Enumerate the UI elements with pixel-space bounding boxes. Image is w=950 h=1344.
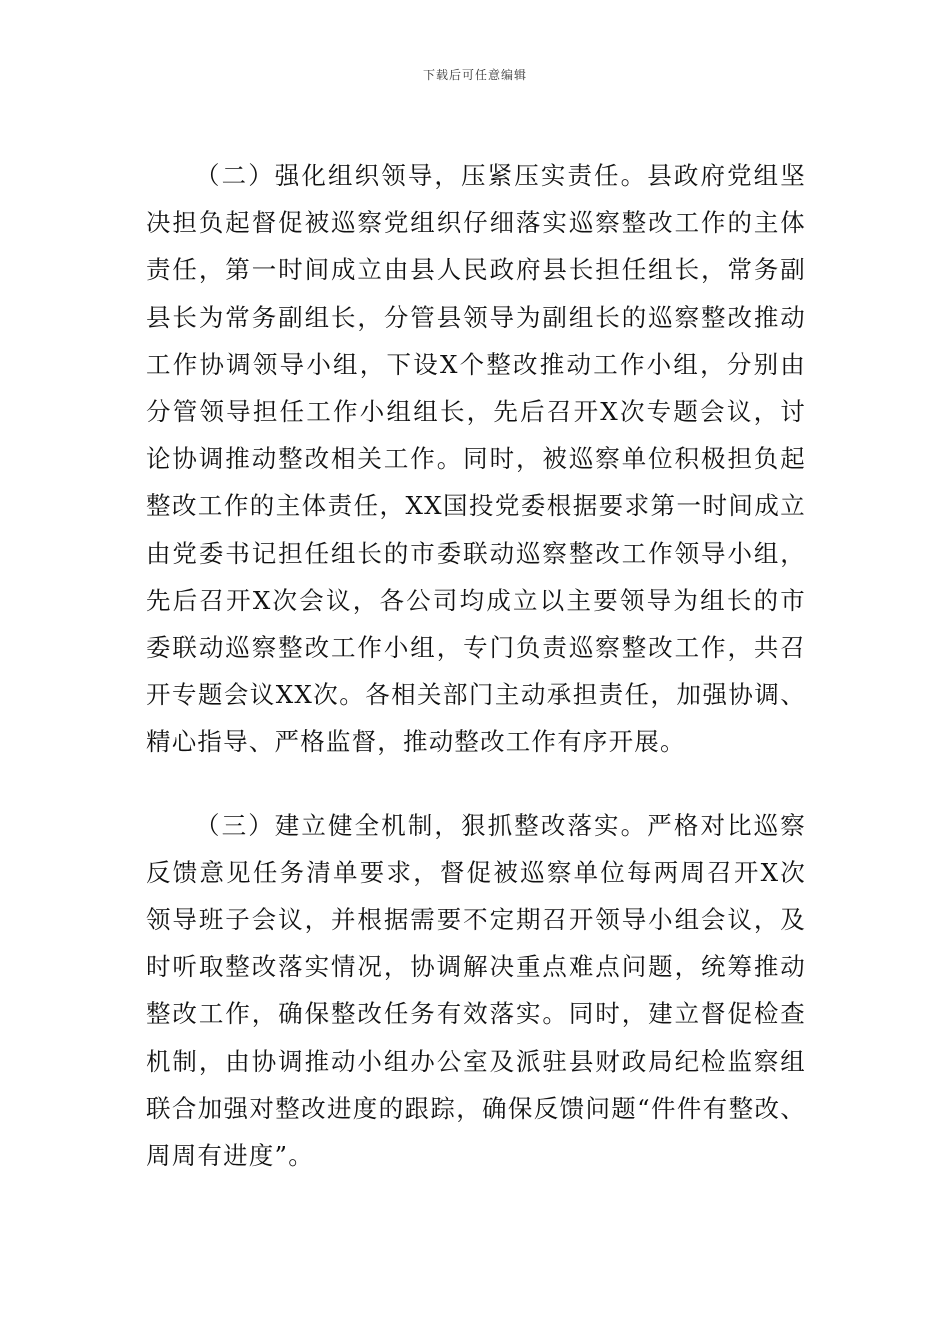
page-header-note: 下载后可任意编辑 bbox=[422, 68, 527, 82]
document-body bbox=[146, 152, 806, 1179]
paragraph-mechanism-rectification: （三）建立健全机制，狠抓整改落实。严格对比巡察反馈意见任务清单要求，督促被巡察单位每两周召开X次领导班子会议，并根据需要不定期召开领导小组会议，及时听取整改落实情况，协调解决重点难点问题，统筹推动整改工作，确保整改任务有效落实。同时，建立督促检查机制，由协调推动小组办公室及派驻县财政局纪检监察组联合加强对整改进度的跟踪，确保反馈问题“件件有整改、周周有进度”。 bbox=[146, 810, 806, 1171]
paragraph-organization-leadership: （二）强化组织领导，压紧压实责任。县政府党组坚决担负起督促被巡察党组织仔细落实巡察整改工作的主体责任，第一时间成立由县人民政府县长担任组长，常务副县长为常务副组长，分管县领导为副组长的巡察整改推动工作协调领导小组，下设X个整改推动工作小组，分别由分管领导担任工作小组组长，先后召开X次专题会议，讨论协调推动整改相关工作。同时，被巡察单位积极担负起整改工作的主体责任，XX国投党委根据要求第一时间成立由党委书记担任组长的市委联动巡察整改工作领导小组，先后召开X次会议，各公司均成立以主要领导为组长的市委联动巡察整改工作小组，专门负责巡察整改工作，共召开专题会议XX次。各相关部门主动承担责任，加强协调、精心指导、严格监督，推动整改工作有序开展。 bbox=[146, 161, 806, 757]
